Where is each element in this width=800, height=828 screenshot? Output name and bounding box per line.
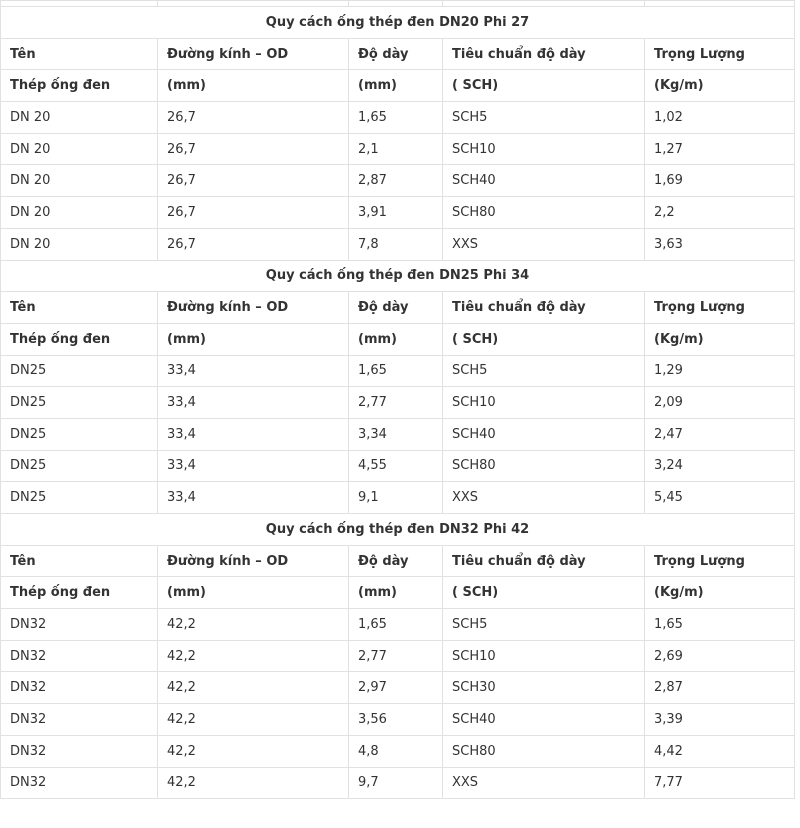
table-cell: DN 20 — [1, 102, 158, 134]
table-cell: Trọng Lượng — [645, 38, 795, 70]
table-cell: (Kg/m) — [645, 577, 795, 609]
table-cell: Thép ống đen — [1, 577, 158, 609]
table-cell: 2,97 — [349, 672, 443, 704]
table-cell: Độ dày — [349, 545, 443, 577]
table-cell: 1,65 — [349, 609, 443, 641]
table-cell: 42,2 — [158, 609, 349, 641]
table-cell: 7,8 — [349, 228, 443, 260]
table-cell: SCH30 — [443, 672, 645, 704]
table-cell: 1,65 — [349, 102, 443, 134]
table-cell: 2,1 — [349, 133, 443, 165]
table-row — [1, 672, 795, 704]
table-cell: 33,4 — [158, 355, 349, 387]
table-cell: 42,2 — [158, 704, 349, 736]
table-cell: 1,27 — [645, 133, 795, 165]
table-cell: SCH10 — [443, 640, 645, 672]
table-cell: DN32 — [1, 735, 158, 767]
table-cell: DN25 — [1, 450, 158, 482]
table-row — [1, 418, 795, 450]
table-cell: XXS — [443, 767, 645, 799]
table-cell: 7,77 — [645, 767, 795, 799]
table-cell: XXS — [443, 482, 645, 514]
table-cell: 1,69 — [645, 165, 795, 197]
table-cell: DN32 — [1, 704, 158, 736]
table-cell: DN 20 — [1, 165, 158, 197]
table-cell: 3,63 — [645, 228, 795, 260]
table-cell: Đường kính – OD — [158, 545, 349, 577]
table-cell: (mm) — [158, 323, 349, 355]
table-cell: SCH40 — [443, 418, 645, 450]
table-cell: 26,7 — [158, 228, 349, 260]
table-row — [1, 482, 795, 514]
table-cell: Tên — [1, 545, 158, 577]
table-cell: ( SCH) — [443, 70, 645, 102]
table-cell: 2,09 — [645, 387, 795, 419]
table-cell: 26,7 — [158, 102, 349, 134]
table-cell: SCH80 — [443, 197, 645, 229]
table-row — [1, 609, 795, 641]
table-cell: DN32 — [1, 767, 158, 799]
table-cell: DN 20 — [1, 197, 158, 229]
table-cell: 26,7 — [158, 133, 349, 165]
unit-header-row — [1, 577, 795, 609]
table-cell: DN32 — [1, 609, 158, 641]
table-cell: DN 20 — [1, 228, 158, 260]
table-cell: 2,77 — [349, 640, 443, 672]
table-cell: SCH10 — [443, 133, 645, 165]
table-row — [1, 640, 795, 672]
table-cell: 26,7 — [158, 165, 349, 197]
table-cell: DN32 — [1, 640, 158, 672]
table-cell: SCH80 — [443, 735, 645, 767]
pipe-spec-table-body — [1, 1, 795, 799]
table-cell: (mm) — [349, 323, 443, 355]
table-cell: DN25 — [1, 418, 158, 450]
table-cell: DN25 — [1, 482, 158, 514]
table-cell: SCH40 — [443, 165, 645, 197]
table-cell: SCH10 — [443, 387, 645, 419]
table-cell: 42,2 — [158, 672, 349, 704]
table-cell: SCH5 — [443, 355, 645, 387]
table-cell: 42,2 — [158, 735, 349, 767]
table-row — [1, 704, 795, 736]
table-cell: SCH5 — [443, 609, 645, 641]
table-cell: 1,02 — [645, 102, 795, 134]
table-cell: 33,4 — [158, 418, 349, 450]
table-cell: Độ dày — [349, 292, 443, 324]
table-cell: 3,91 — [349, 197, 443, 229]
table-cell: ( SCH) — [443, 323, 645, 355]
table-cell: DN 20 — [1, 133, 158, 165]
column-header-row — [1, 38, 795, 70]
table-cell: XXS — [443, 228, 645, 260]
table-cell: Tên — [1, 38, 158, 70]
unit-header-row — [1, 70, 795, 102]
table-cell: (mm) — [349, 577, 443, 609]
table-cell: 3,24 — [645, 450, 795, 482]
table-cell: DN32 — [1, 672, 158, 704]
section-caption-row — [1, 514, 795, 546]
table-cell: 26,7 — [158, 197, 349, 229]
table-cell: 33,4 — [158, 450, 349, 482]
table-row — [1, 102, 795, 134]
table-cell: Trọng Lượng — [645, 292, 795, 324]
section-caption-row — [1, 7, 795, 39]
table-cell: 9,1 — [349, 482, 443, 514]
table-cell: 4,55 — [349, 450, 443, 482]
section-caption: Quy cách ống thép đen DN32 Phi 42 — [1, 514, 795, 546]
table-cell: 3,39 — [645, 704, 795, 736]
table-cell: 4,42 — [645, 735, 795, 767]
table-row — [1, 228, 795, 260]
table-cell: 33,4 — [158, 387, 349, 419]
table-cell: 3,56 — [349, 704, 443, 736]
table-cell: Tiêu chuẩn độ dày — [443, 545, 645, 577]
table-row — [1, 450, 795, 482]
table-cell: 1,29 — [645, 355, 795, 387]
column-header-row — [1, 292, 795, 324]
table-cell: (mm) — [158, 70, 349, 102]
table-cell: 42,2 — [158, 767, 349, 799]
section-caption: Quy cách ống thép đen DN25 Phi 34 — [1, 260, 795, 292]
column-header-row — [1, 545, 795, 577]
table-cell: Trọng Lượng — [645, 545, 795, 577]
table-cell: 2,2 — [645, 197, 795, 229]
table-cell: 1,65 — [645, 609, 795, 641]
table-cell: Tên — [1, 292, 158, 324]
table-cell: 3,34 — [349, 418, 443, 450]
table-cell: SCH5 — [443, 102, 645, 134]
table-row — [1, 197, 795, 229]
table-cell: 9,7 — [349, 767, 443, 799]
table-row — [1, 165, 795, 197]
unit-header-row — [1, 323, 795, 355]
table-cell: 1,65 — [349, 355, 443, 387]
table-cell: Độ dày — [349, 38, 443, 70]
table-row — [1, 735, 795, 767]
table-cell: 42,2 — [158, 640, 349, 672]
table-cell: 2,47 — [645, 418, 795, 450]
table-cell: 33,4 — [158, 482, 349, 514]
table-cell: SCH40 — [443, 704, 645, 736]
table-cell: 5,45 — [645, 482, 795, 514]
table-row — [1, 133, 795, 165]
section-caption: Quy cách ống thép đen DN20 Phi 27 — [1, 7, 795, 39]
table-cell: Tiêu chuẩn độ dày — [443, 38, 645, 70]
table-cell: 2,69 — [645, 640, 795, 672]
table-cell: 2,87 — [645, 672, 795, 704]
table-cell: Thép ống đen — [1, 70, 158, 102]
table-cell: ( SCH) — [443, 577, 645, 609]
table-row — [1, 767, 795, 799]
section-caption-row — [1, 260, 795, 292]
table-cell: 2,77 — [349, 387, 443, 419]
table-cell: (Kg/m) — [645, 323, 795, 355]
table-row — [1, 355, 795, 387]
table-cell: SCH80 — [443, 450, 645, 482]
table-cell: 2,87 — [349, 165, 443, 197]
table-cell: Tiêu chuẩn độ dày — [443, 292, 645, 324]
table-cell: Đường kính – OD — [158, 38, 349, 70]
table-cell: Thép ống đen — [1, 323, 158, 355]
table-row — [1, 387, 795, 419]
table-cell: DN25 — [1, 387, 158, 419]
table-cell: 4,8 — [349, 735, 443, 767]
table-cell: (mm) — [158, 577, 349, 609]
table-cell: (mm) — [349, 70, 443, 102]
table-cell: DN25 — [1, 355, 158, 387]
table-cell: (Kg/m) — [645, 70, 795, 102]
table-cell: Đường kính – OD — [158, 292, 349, 324]
